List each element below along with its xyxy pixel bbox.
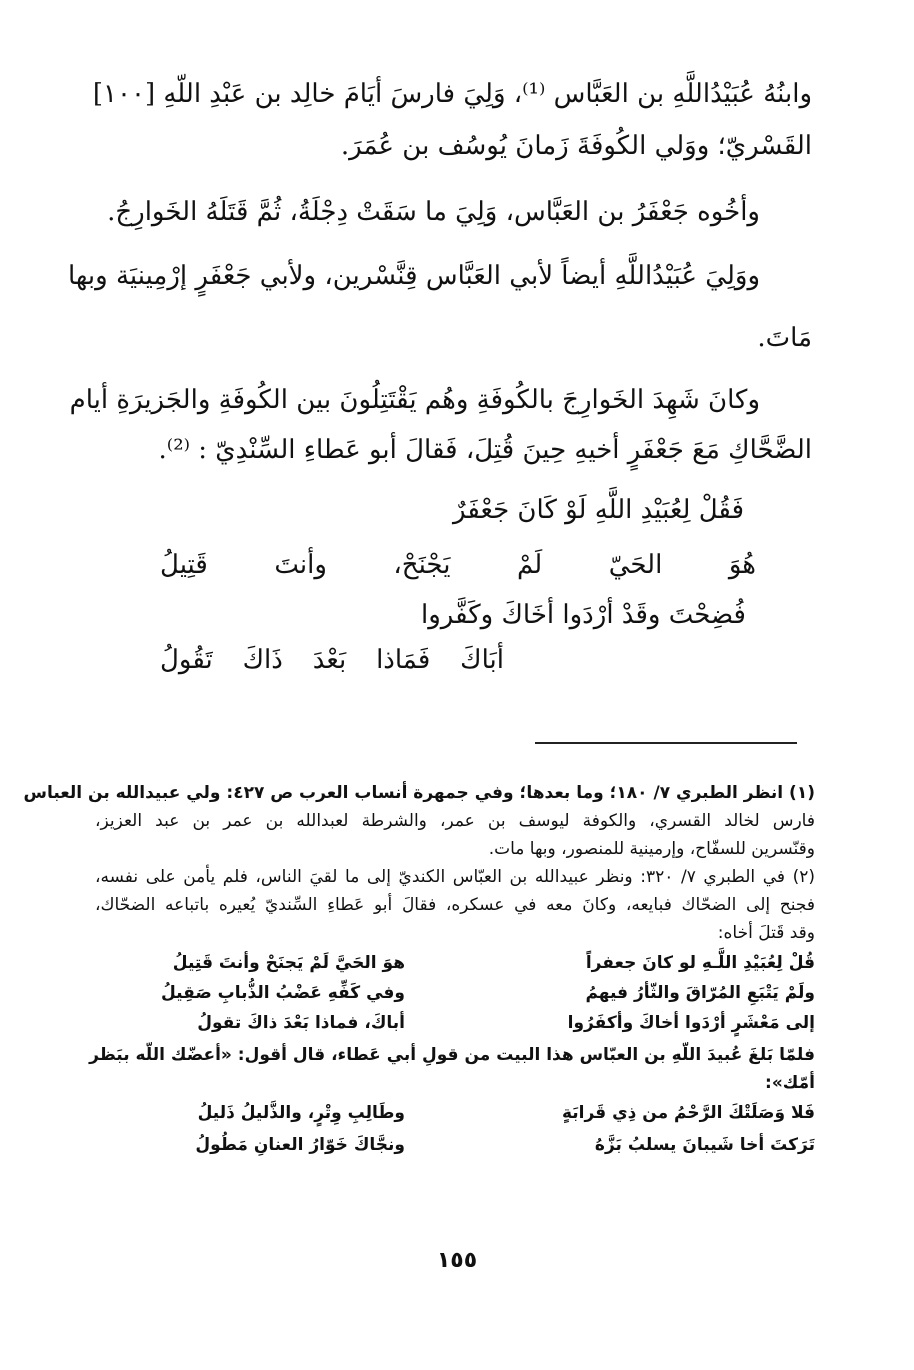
paragraph-3-line-2: مَاتَ. [757, 323, 812, 353]
hemistich: قُلْ لِعُبَيْدِ اللَّـهِ لو كانَ جعفراً [585, 953, 815, 973]
hemistich: أباكَ، فماذا بَعْدَ ذاكَ تقولُ [197, 1013, 405, 1033]
hemistich: وفي كَفِّهِ عَضْبُ الذُّبابِ صَقِيلُ [160, 983, 405, 1003]
hemistich: وطَالِبِ وِتْرٍ، والذَّليلُ ذَليلُ [197, 1103, 405, 1123]
footnote-poem-2-row-1 [95, 1098, 815, 1128]
paragraph-2-line-1: وأخُوه جَعْفَرُ بن العَبَّاس، وَلِيَ ما سَقَتْ دِجْلَةُ، ثُمَّ قَتَلَهُ الخَوارِجُ. [107, 197, 760, 227]
footnote-poem-2-row-2 [95, 1130, 815, 1160]
footnote-divider [535, 742, 797, 744]
hemistich: ولَمْ يَتْبَعِ المُرّاقَ والثّأرُ فيهمُ [585, 983, 815, 1003]
footnote-poem-1-row-3 [95, 1008, 815, 1038]
verse-line-2: هُوَ الحَيّ لَمْ يَجْنَحْ، وأنتَ قَتِيلُ [160, 550, 756, 580]
footnote-2-line-3: وقد قَتلَ أخاه: [717, 923, 815, 943]
paragraph-1-line-2: القَسْريّ؛ ووَلي الكُوفَةَ زَمانَ يُوسُف بن عُمَرَ. [340, 131, 812, 161]
verse-line-1: فَقُلْ لِعُبَيْدِ اللَّهِ لَوْ كَانَ جَعْفَرٌ [453, 495, 744, 525]
paragraph-1-line-1: وابنُهُ عُبَيْدُاللَّهِ بن العَبَّاس ⁽¹⁾، وَلِيَ فارسَ أيَامَ خالِد بن عَبْدِ اللّهِ [١٠٠] [92, 79, 812, 109]
footnote-2-line-1: (٢) في الطبري ٧/ ٣٢٠: ونظر عبيدالله بن العبّاس الكنديّ إلى ما لقيَ الناس، فلم يأمن على نفسه، [95, 867, 815, 887]
footnote-poem-1-row-1 [95, 948, 815, 978]
footnotes [23, 780, 815, 1220]
footnote-1-line-1: (١) انظر الطبري ٧/ ١٨٠؛ وما بعدها؛ وفي جمهرة أنساب العرب ص ٤٢٧: ولي عبيدالله بن العباس [23, 783, 815, 803]
verse-line-4: أبَاكَ فَمَاذا بَعْدَ ذَاكَ تَقُولُ [160, 645, 504, 675]
verse-line-3: فُضِحْتَ وقَدْ أرْدَوا أخَاكَ وكَفَّروا [421, 600, 746, 630]
hemistich: إلى مَعْشَرٍ أرْدَوا أخاكَ وأكفَرُوا [567, 1013, 815, 1033]
hemistich: هوَ الحَيَّ لَمْ يَجنَحْ وأنتَ قَتِيلُ [172, 953, 405, 973]
footnote-1-line-2: فارس لخالد القسري، والكوفة ليوسف بن عمر، والشرطة لعبدالله بن عمر بن عبد العزيز، [95, 811, 815, 831]
footnote-1-line-3: وقنّسرين للسفّاح، وإرمينية للمنصور، وبها مات. [488, 839, 815, 859]
hemistich: تَرَكتَ أخا شَيبانَ يسلبُ بَزَّهُ [594, 1135, 815, 1155]
footnote-2-line-4: فلمّا بَلغَ عُبيدَ اللّهِ بن العبّاس هذا البيت من قولِ أبي عَطاء، قال أقول: «أعضّك اللّه ببَظر [89, 1045, 815, 1065]
hemistich: فَلا وَصَلَتْكَ الرَّحْمُ من ذِي قَرابَةٍ [561, 1103, 815, 1123]
hemistich: ونجَّاكَ خَوّارُ العنانِ مَطُولُ [195, 1135, 405, 1155]
footnote-2-line-5: أمّك»: [765, 1073, 815, 1093]
paragraph-4-line-2: الضَّحَّاكِ مَعَ جَعْفَرٍ أخيهِ حِينَ قُتِلَ، فَقالَ أبو عَطاءِ السِّنْدِيّ : ⁽²⁾. [158, 435, 812, 465]
paragraph-4-line-1: وكانَ شَهِدَ الخَوارِجَ بالكُوفَةِ وهُم يَقْتَتِلُونَ بين الكُوفَةِ والجَزيرَةِ أيام [69, 385, 760, 415]
footnote-poem-1-row-2 [95, 978, 815, 1008]
paragraph-3-line-1: ووَلِيَ عُبَيْدُاللَّهِ أيضاً لأبي العَبَّاس قِنَّسْرين، ولأبي جَعْفَرٍ إرْمِينيَة وبها [67, 261, 760, 291]
footnote-2-line-2: فجنح إلى الضحّاك فبايعه، وكانَ معه في عسكره، فقالَ أبو عَطاءِ السِّنديّ يُعيره باتباعه الضحّاك، [95, 895, 815, 915]
page-number: ١٥٥ [436, 1248, 478, 1273]
